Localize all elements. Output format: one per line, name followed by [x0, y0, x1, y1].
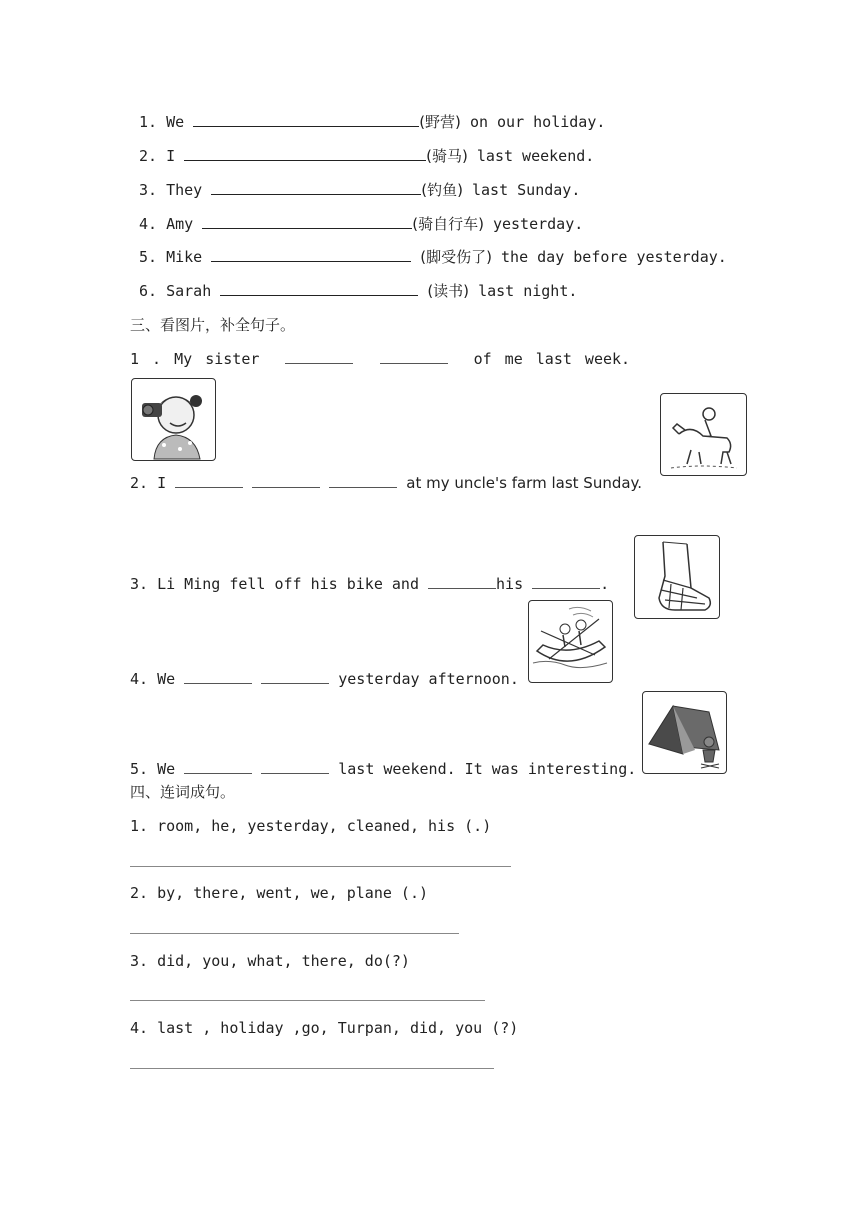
answer-blank[interactable]: [184, 146, 426, 161]
section-3-title: 三、看图片，补全句子。: [130, 316, 296, 334]
fill-item-3: [139, 180, 580, 200]
answer-blank[interactable]: [261, 669, 329, 684]
answer-blank[interactable]: [220, 281, 418, 296]
tent-icon: [642, 691, 727, 774]
answer-blank[interactable]: [211, 180, 421, 195]
item-subject: Mike: [166, 248, 203, 266]
item-hint: (读书): [427, 282, 470, 300]
item-text: 3. Li Ming fell off his bike and: [130, 575, 419, 593]
answer-line[interactable]: [130, 866, 511, 867]
answer-blank[interactable]: [285, 349, 353, 364]
item-text: 5. We: [130, 760, 176, 778]
answer-blank[interactable]: [211, 247, 411, 262]
picture-item-1: [130, 349, 630, 369]
answer-line[interactable]: [130, 1068, 494, 1069]
answer-line[interactable]: [130, 1000, 485, 1001]
picture-item-5: [130, 759, 636, 779]
fill-item-4: [139, 214, 583, 234]
answer-blank[interactable]: [184, 669, 252, 684]
section-4-title: 四、连词成句。: [130, 783, 236, 801]
item-rest: last weekend.: [476, 147, 595, 165]
answer-blank[interactable]: [175, 473, 243, 488]
item-text: of me last week.: [473, 350, 631, 368]
item-subject: They: [166, 181, 203, 199]
answer-blank[interactable]: [261, 759, 329, 774]
answer-blank[interactable]: [380, 349, 448, 364]
item-text: last weekend. It was interesting.: [338, 760, 637, 778]
item-hint: (骑自行车): [412, 215, 484, 233]
answer-blank[interactable]: [428, 574, 496, 589]
item-number: 1.: [139, 113, 158, 131]
fill-item-5: [139, 247, 727, 267]
item-text: .: [600, 575, 610, 593]
answer-blank[interactable]: [532, 574, 600, 589]
item-rest: yesterday.: [492, 215, 584, 233]
fill-item-1: [139, 112, 605, 132]
item-text: his: [496, 575, 524, 593]
picture-item-2: [130, 473, 642, 493]
item-text: 4. We: [130, 670, 176, 688]
picture-item-3: [130, 574, 609, 594]
item-subject: I: [166, 147, 176, 165]
item-number: 2.: [139, 147, 158, 165]
item-hint: (钓鱼): [421, 181, 463, 199]
reorder-item-4: 4. last , holiday ,go, Turpan, did, you (?): [130, 1019, 519, 1037]
answer-blank[interactable]: [329, 473, 397, 488]
item-number: 5.: [139, 248, 158, 266]
item-rest: on our holiday.: [469, 113, 606, 131]
answer-blank[interactable]: [184, 759, 252, 774]
answer-line[interactable]: [130, 933, 459, 934]
item-subject: Sarah: [166, 282, 212, 300]
reorder-item-3: 3. did, you, what, there, do(?): [130, 952, 410, 970]
fill-item-6: [139, 281, 577, 301]
item-number: 4.: [139, 215, 158, 233]
item-number: 6.: [139, 282, 158, 300]
item-rest: the day before yesterday.: [501, 248, 727, 266]
item-rest: last night.: [478, 282, 578, 300]
horse-rider-icon: [660, 393, 747, 476]
item-number: 3.: [139, 181, 158, 199]
item-hint: (野营): [419, 113, 461, 131]
item-subject: Amy: [166, 215, 194, 233]
item-subject: We: [166, 113, 185, 131]
item-text: 2. I: [130, 474, 167, 492]
item-hint: (骑马): [426, 147, 468, 165]
item-hint: (脚受伤了): [420, 248, 492, 266]
reorder-item-1: 1. room, he, yesterday, cleaned, his (.): [130, 817, 492, 835]
bandaged-foot-icon: [634, 535, 720, 619]
answer-blank[interactable]: [252, 473, 320, 488]
item-text: at my uncle's farm last Sunday.: [406, 474, 643, 492]
rowing-boat-icon: [528, 600, 613, 683]
reorder-item-2: 2. by, there, went, we, plane (.): [130, 884, 429, 902]
item-text: 1 . My sister: [130, 350, 260, 368]
answer-blank[interactable]: [193, 112, 419, 127]
answer-blank[interactable]: [202, 214, 412, 229]
fill-item-2: [139, 146, 594, 166]
picture-item-4: [130, 669, 519, 689]
item-rest: last Sunday.: [472, 181, 581, 199]
camera-girl-icon: [131, 378, 216, 461]
item-text: yesterday afternoon.: [338, 670, 519, 688]
